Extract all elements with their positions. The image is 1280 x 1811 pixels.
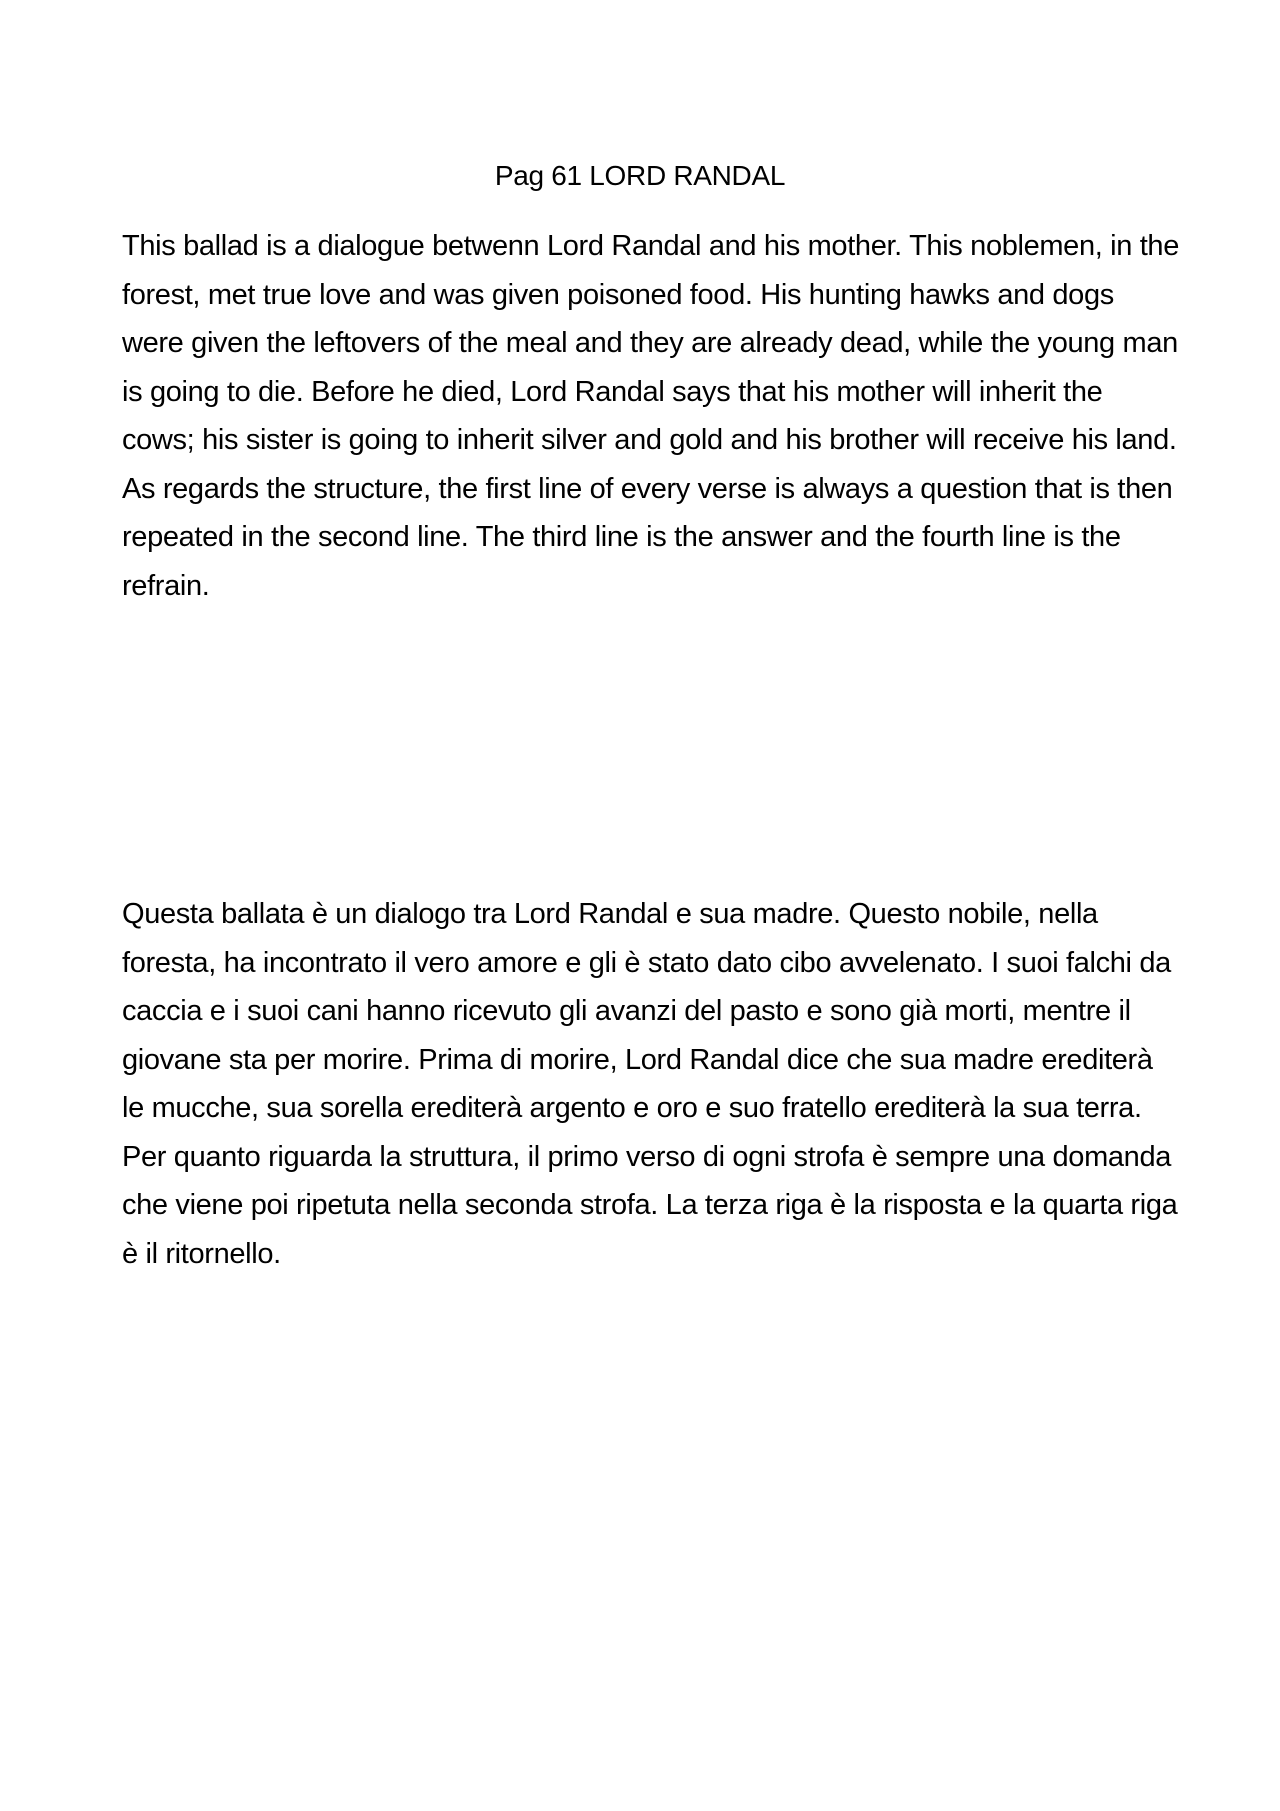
page-title: Pag 61 LORD RANDAL (494, 160, 786, 191)
paragraph-italian: Questa ballata è un dialogo tra Lord Randal e sua madre. Questo nobile, nella foresta, ha incontrato il vero amore e gli è stato dato cibo avvelenato. I suoi falchi da caccia e i suoi cani hanno ricevuto gli avanzi del pasto e sono già morti, mentre il giovane sta per morire. Prima di morire, Lord Randal dice che sua madre erediterà le mucche, sua sorella erediterà argento e oro e suo fratello erediterà la sua terra. Per quanto riguarda la struttura, il primo verso di ogni strofa è sempre una domanda che viene poi ripetuta nella seconda strofa. La terza riga è la risposta e la quarta riga è il ritornello. (122, 898, 1178, 1270)
paragraph-english: This ballad is a dialogue betwenn Lord Randal and his mother. This noblemen, in the forest, met true love and was given poisoned food. His hunting hawks and dogs were given the leftovers of the meal and they are already dead, while the young man is going to die. Before he died, Lord Randal says that his mother will inherit the cows; his sister is going to inherit silver and gold and his brother will receive his land. As regards the structure, the first line of every verse is always a question that is then repeated in the second line. The third line is the answer and the fourth line is the refrain. (122, 230, 1179, 602)
